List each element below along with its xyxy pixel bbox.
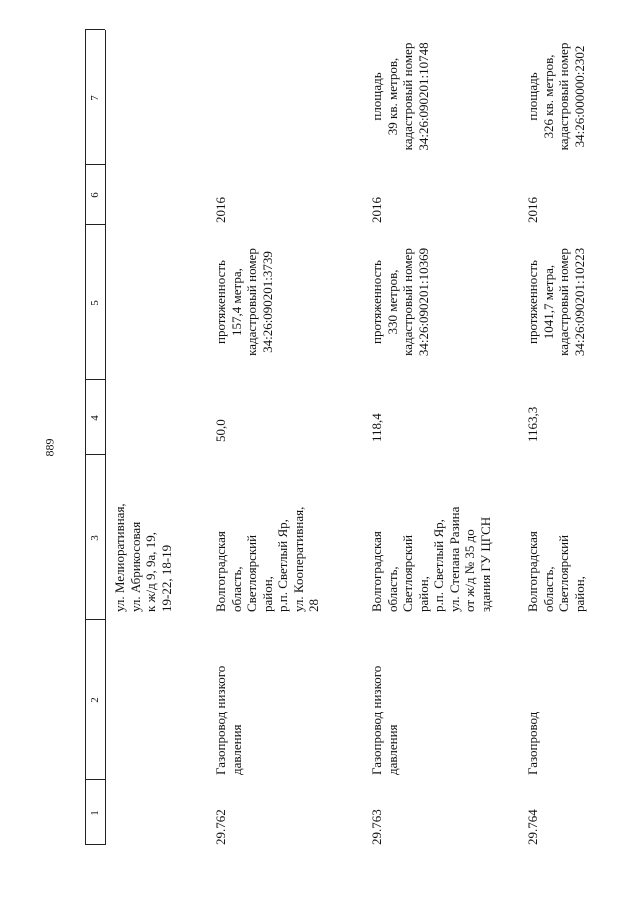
table-top-border [85,30,86,845]
column-number: 4 [89,415,101,421]
column-divider [85,164,105,165]
column-number: 2 [89,697,101,703]
row-number: 29.764 [525,809,540,845]
column-divider [85,454,105,455]
column-number: 6 [89,192,101,198]
object-notes: площадь 326 кв. метров, кадастровый номер 34:26:000000:2302 [525,42,587,151]
object-value: 1163,3 [525,406,540,442]
column-number: 1 [89,810,101,816]
column-divider [85,29,105,30]
column-divider [85,779,105,780]
object-address: Волгоградская область, Светлоярский район, р.п. Светлый Яр, ул. Кооперативная, 28 [213,506,321,612]
column-number: 3 [89,535,101,541]
row-number: 29.762 [213,809,228,845]
object-year: 2016 [369,197,384,223]
page-number: 889 [42,438,57,457]
header-bottom-border [105,30,106,845]
object-year: 2016 [213,197,228,223]
object-name: Газопровод низкого давления [213,665,244,775]
column-number: 7 [89,95,101,101]
object-value: 50,0 [213,419,228,442]
object-name: Газопровод [525,711,540,775]
object-address: Волгоградская область, Светлоярский район, [525,531,587,612]
object-notes: площадь 39 кв. метров, кадастровый номер 34:26:090201:10748 [369,42,431,151]
object-name: Газопровод низкого давления [369,665,400,775]
property-table [85,30,585,845]
column-divider [85,619,105,620]
column-divider [85,844,105,845]
column-divider [85,224,105,225]
object-characteristics: протяженность 330 метров, кадастровый номер 34:26:090201:10369 [369,247,431,357]
object-value: 118,4 [369,413,384,442]
object-address: Волгоградская область, Светлоярский район, р.п. Светлый Яр, ул. Степана Разина от ж/д № 35 до здания ГУ ЦГСН [369,506,493,612]
object-year: 2016 [525,197,540,223]
column-number: 5 [89,300,101,306]
row-number: 29.763 [369,809,384,845]
object-characteristics: протяженность 1041,7 метра, кадастровый номер 34:26:090201:10223 [525,247,587,357]
continuation-address: ул. Мелиоративная, ул. Абрикосовая к ж/д 9, 9а, 19, 19-22, 18-19 [112,503,174,612]
object-characteristics: протяженность 157,4 метра, кадастровый номер 34:26:090201:3739 [213,248,275,356]
column-divider [85,379,105,380]
